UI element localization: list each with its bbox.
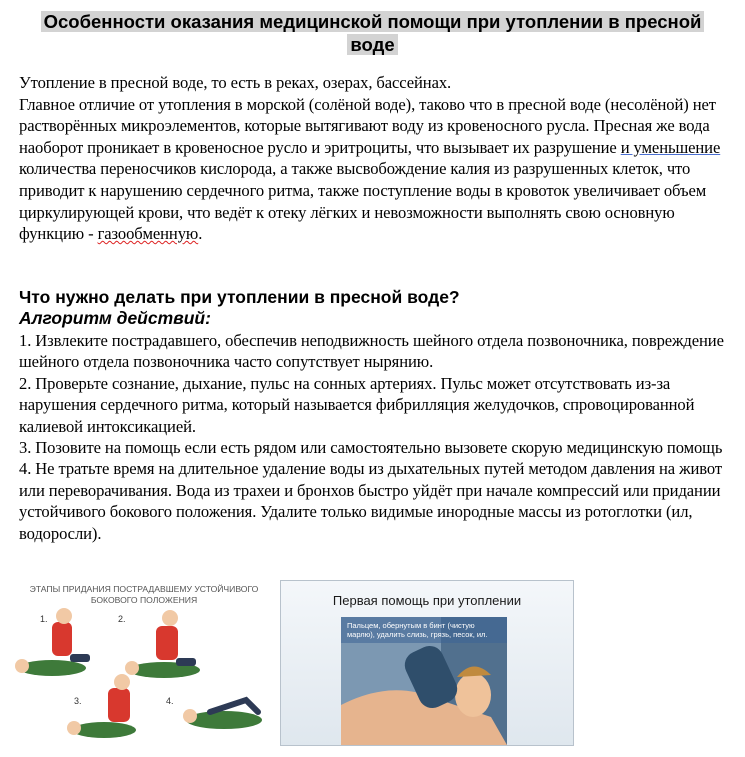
question-heading: Что нужно делать при утоплении в пресной воде?	[19, 287, 460, 307]
stage-2-scene	[125, 610, 200, 678]
stage-label-4: 4.	[166, 696, 174, 706]
figure-caption-line-1: ЭТАПЫ ПРИДАНИЯ ПОСТРАДАВШЕМУ УСТОЙЧИВОГО	[29, 584, 259, 594]
step-2: 2. Проверьте сознание, дыхание, пульс на сонных артериях. Пульс может отсутствовать из-за нарушения сердечного ритма, который называется фибрилляция желудочков, спровоцированной калиевой интоксикацией.	[19, 373, 695, 436]
stage-4-scene	[183, 700, 262, 729]
step-3: 3. Позовите на помощь если есть рядом или самостоятельно вызовете скорую медицинскую помощь	[19, 438, 723, 458]
intro-text-a: Главное отличие от утопления в морской (солёной воде), таково что в пресной воде (несолёной) нет растворённых микроэлементов, которые вытягивают воду из кровеносного русла. Пресная же вода наоборот проникает в кровеносное русло и эритроциты, что вызывает их разрушение	[19, 94, 716, 157]
algorithm-heading: Алгоритм действий:	[19, 308, 211, 328]
stage-3-scene	[67, 674, 136, 738]
title-line-1: Особенности оказания медицинской помощи при утоплении в пресной	[41, 11, 705, 32]
figure-caption-line-2: БОКОВОГО ПОЛОЖЕНИЯ	[90, 595, 198, 605]
steps-list	[19, 330, 731, 544]
stage-label-3: 3.	[74, 696, 82, 706]
step-4: 4. Не тратьте время на длительное удаление воды из дыхательных путей методом давления на живот или переворачивания. Вода из трахеи и бронхов быстро уйдёт при начале компрессий или придании устойчивого бокового положения. Удалите только видимые инородные массы из ротоглотки (ил, водоросли).	[19, 459, 723, 543]
intro-paragraph-2	[19, 94, 731, 245]
recovery-position-figure	[14, 580, 274, 752]
intro-section	[19, 72, 731, 245]
stage-label-2: 2.	[118, 614, 126, 624]
stage-label-1: 1.	[40, 614, 48, 624]
slide-title: Первая помощь при утоплении	[332, 593, 522, 608]
spelling-underline: газообменную	[97, 224, 199, 244]
stage-1-scene	[15, 608, 90, 676]
title-line-2: воде	[347, 34, 397, 55]
recovery-position-illustration	[14, 580, 274, 752]
slide-photo	[341, 617, 507, 745]
slide-instruction-bubble: Пальцем, обернутым в бинт (чистую марлю), удалить слизь, грязь, песок, ил.	[341, 617, 507, 643]
first-aid-slide	[280, 580, 574, 746]
step-1: 1. Извлеките пострадавшего, обеспечив неподвижность шейного отдела позвоночника, повреждение шейного отдела позвоночника часто сопутствует нырянию.	[19, 331, 724, 372]
intro-text-b: количества переносчиков кислорода, а также высвобождение калия из разрушенных клеток, что приводит к нарушению сердечного ритма, также поступление воды в кровоток увеличивает объем циркулирующей крови, что ведёт к отеку лёгких и невозможности выполнять свою основную функцию -	[19, 159, 707, 244]
intro-text-c: .	[198, 224, 203, 244]
document-title	[0, 10, 745, 56]
intro-paragraph-1: Утопление в пресной воде, то есть в реках, озерах, бассейнах.	[19, 73, 452, 92]
grammar-underline: и уменьшение	[620, 137, 721, 157]
